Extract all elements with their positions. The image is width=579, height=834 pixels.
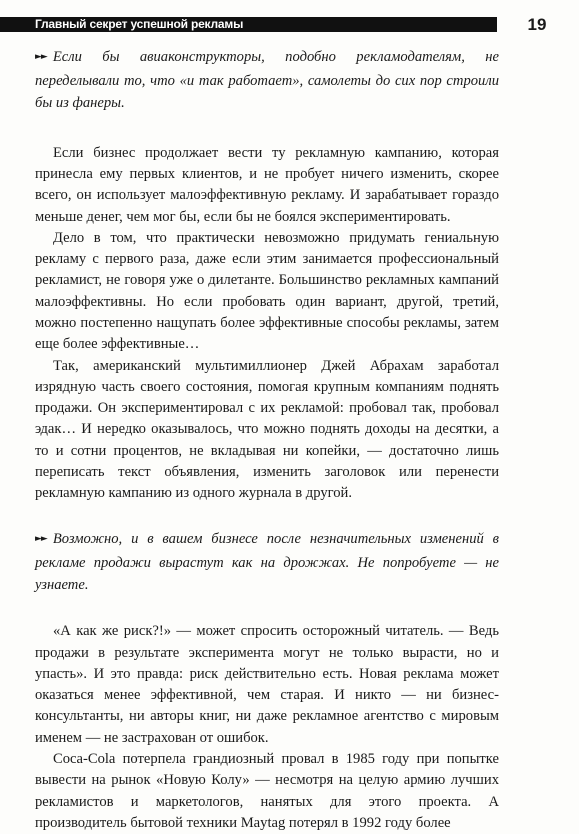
page-body xyxy=(35,46,499,834)
paragraph: Так, американский мультимиллионер Джей Абрахам заработал изрядную часть своего состояния, помогая крупным компаниям поднять продажи. Он экспериментировал с их рекламой: пробовал так, пробовал эдак… И нередко оказывалось, что можно поднять доходы на десятки, а то и сотни процентов, не вкладывая ни копейки, — достаточно лишь переписать текст объявления, изменить заголовок или перенести рекламную кампанию из одного журнала в другой. xyxy=(35,357,499,502)
callout-text: Возможно, и в вашем бизнесе после незначительных изменений в рекламе продажи вырастут как на дрожжах. Не попробуете — не узнаете. xyxy=(35,530,499,594)
running-title: Главный секрет успешной рекламы xyxy=(35,17,244,31)
callout-arrow-icon: ►► xyxy=(35,52,47,62)
callout-text: Если бы авиаконструкторы, подобно рекламодателям, не переделывали то, что «и так работает», самолеты до сих пор строили бы из фанеры. xyxy=(35,49,499,112)
page-number: 19 xyxy=(527,15,547,34)
paragraph: Дело в том, что практически невозможно придумать гениальную рекламу с первого раза, даже если этим занимается профессиональный рекламист, не говоря уже о дилетанте. Большинство рекламных кампаний малоэффективны. Но если пробовать один вариант, другой, третий, можно постепенно нащупать более эффективные способы рекламы, затем еще более эффективные… xyxy=(35,229,499,353)
running-header xyxy=(0,17,497,32)
callout-experiment xyxy=(35,528,499,597)
callout-aviation xyxy=(35,46,499,115)
callout-arrow-icon: ►► xyxy=(35,533,47,544)
paragraph: «А как же риск?!» — может спросить осторожный читатель. — Ведь продажи в результате эксперимента могут не только вырасти, но и упасть». И это правда: риск действительно есть. Новая реклама может оказаться менее эффективной, чем старая. И никто — ни бизнес-консультанты, ни авторы книг, ни даже рекламное агентство с мировым именем — не застрахован от ошибок. xyxy=(35,623,499,746)
paragraph: Если бизнес продолжает вести ту рекламную кампанию, которая принесла ему первых клиентов, и не пробует ничего изменить, скорее всего, он использует малоэффективную рекламу. И зарабатывает гораздо меньше денег, чем мог бы, если бы не боялся экспериментировать. xyxy=(35,144,499,225)
paragraph: Coca-Cola потерпела грандиозный провал в 1985 году при попытке вывести на рынок «Новую Колу» — несмотря на целую армию лучших рекламистов и маркетологов, нанятых для этого проекта. А производитель бытовой техники Maytag потерял в 1992 году более xyxy=(35,751,499,831)
